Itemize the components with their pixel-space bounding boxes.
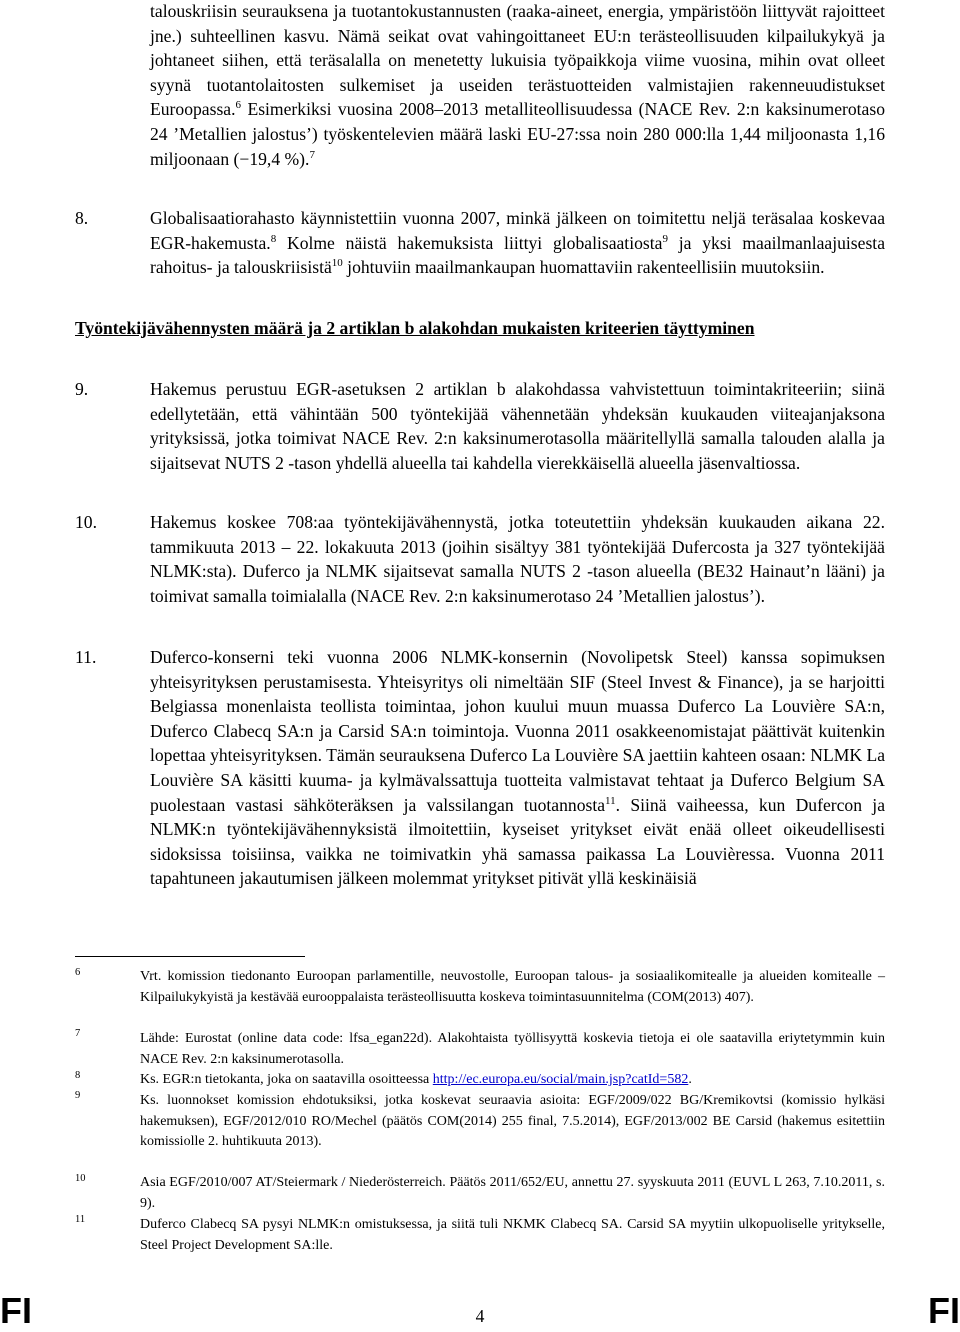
footnote-number: 9 [75,1090,81,1101]
paragraph-number: 10. [75,512,97,532]
paragraph-number: 8. [75,208,89,228]
footnote-6: Vrt. komission tiedonanto Euroopan parlamentille, neuvostolle, Euroopan talous- ja sosiaalikomitealle ja alueiden komitealle – Kilpailukykyistä ja kestävää eurooppalaista terästeollisuutta koskeva toimintasuunnitelma (COM(2013) 407). [140,969,885,1005]
footnote-11: Duferco Clabecq SA pysyi NLMK:n omistuksessa, ja siitä tuli NKMK Clabecq SA. Carsid SA myytiin ulkopuoliselle yritykselle, Steel Project Development SA:lle. [140,1217,885,1253]
footnote-ref-6[interactable]: 6 [235,99,242,112]
footnote-10: Asia EGF/2010/007 AT/Steiermark / Niederösterreich. Päätös 2011/652/EU, annettu 27. syyskuuta 2011 (EUVL L 263, 7.10.2011, s. 9). [140,1175,885,1211]
footnote-number: 11 [75,1214,86,1225]
language-code-right: FI [928,1290,960,1331]
footnote-number: 10 [75,1173,86,1184]
paragraph-number: 11. [75,647,97,667]
section-heading: Työntekijävähennysten määrä ja 2 artiklan b alakohdan mukaisten kriteerien täyttyminen [75,318,755,338]
footnote-8: Ks. EGR:n tietokanta, joka on saatavilla osoitteessa http://ec.europa.eu/social/main.jsp?catId=582. [140,1072,692,1087]
footnote-ref-8[interactable]: 8 [270,232,277,245]
footnote-number: 7 [75,1028,81,1039]
paragraph-7-continuation: talouskriisin seurauksena ja tuotantokustannusten (raaka-aineet, energia, ympäristöön liittyvät rajoitteet jne.) suhteellinen kasvu. Nämä seikat ovat vahingoittaneet EU:n terästeollisuuden kilpailukykyä ja johtaneet siihen, että teräsalalla on menetetty lukuisia työpaikkoja viime vuosina, mihin ovat olleet syynä tuotantolaitosten sulkemiset ja useiden terästuotteiden valmistajien rakenneuudistukset Euroopassa.$^6$ Esimerkiksi vuosina 2008–2013 metalliteollisuudessa (NACE Rev. 2:n kaksinumerotaso 24 ’Metallien jalostus’) työskentelevien määrä laski EU-27:ssa noin 280 000:lla 1,44 miljoonasta 1,16 miljoonaan (−19,4 %).$^7$ [150,1,886,169]
footnote-ref-10[interactable]: 10 [331,257,343,270]
footnote-ref-11[interactable]: 11 [605,794,616,807]
footnote-separator [75,956,305,957]
paragraph-8: Globalisaatiorahasto käynnistettiin vuonna 2007, minkä jälkeen on toimitettu neljä teräsalaa koskevaa EGR-hakemusta.$^8$ Kolme näistä hakemuksista liittyi globalisaatiosta$^9$ ja yksi maailmanlaajuisesta rahoitus- ja talouskriisistä$^{10}$ johtuviin maailmankaupan huomattaviin rakenteellisiin muutoksiin. [150,208,885,278]
paragraph-10: Hakemus koskee 708:aa työntekijävähennystä, jotka toteutettiin yhdeksän kuukauden aikana 22. tammikuuta 2013 – 22. lokakuuta 2013 (joihin sisältyy 381 työntekijää Dufercosta ja 327 työntekijää NLMK:sta). Duferco ja NLMK sijaitsevat samalla NUTS 2 -tason alueella (BE32 Hainaut’n lääni) ja toimivat samalla toimialalla (NACE Rev. 2:n kaksinumerotaso 24 ’Metallien jalostus’). [150,512,885,606]
egf-database-link[interactable]: http://ec.europa.eu/social/main.jsp?catId=582 [432,1072,689,1087]
paragraph-11: Duferco-konserni teki vuonna 2006 NLMK-konsernin (Novolipetsk Steel) kanssa sopimuksen yhteisyrityksen perustamisesta. Yhteisyritys oli nimeltään SIF (Steel Invest & Finance), ja se harjoitti Belgiassa monenlaista teollista toimintaa, johon kuului muun muassa Duferco La Louvière SA:n, Duferco Clabecq SA:n ja Carsid SA:n toimintoja. Vuonna 2011 osakkeenomistajat päättivät kuitenkin lopettaa yhteisyrityksen. Tämän seurauksena Duferco La Louvière SA jaettiin kahteen osaan: NLMK La Louvière SA käsitti kuuma- ja kylmävalssattuja tuotteita valmistavat tehtaat ja Duferco Belgium SA puolestaan vastasi sähköteräksen ja valssilangan tuotannosta$^{11}$. Siinä vaiheessa, kun Dufercon ja NLMK:n työntekijävähennyksistä ilmoitettiin, kyseiset yritykset eivät enää olleet oikeudellisesti sidoksissa toisiinsa, vaikka ne toimivatkin yhä samassa paikassa La Louvièressa. Vuonna 2011 tapahtuneen jakautumisen jälkeen molemmat yritykset pitivät yllä keskinäisiä [150,647,886,889]
footnote-ref-7[interactable]: 7 [309,148,315,161]
paragraph-9: Hakemus perustuu EGR-asetuksen 2 artiklan b alakohdassa vahvistettuun toimintakriteeriin; siinä edellytetään, että vähintään 500 työntekijää vähennetään yhdeksän kuukauden viiteajanjaksona yrityksissä, jotka toimivat NACE Rev. 2:n kaksinumerotasolla määritellyllä samalla talouden alalla ja sijaitsevat NUTS 2 -tason yhdellä alueella tai kahdella vierekkäisellä alueella jäsenvaltiossa. [150,379,885,473]
footnote-7: Lähde: Eurostat (online data code: lfsa_egan22d). Alakohtaista työllisyyttä koskevia tietoja ei ole saatavilla eriytetymmin kuin NACE Rev. 2:n kaksinumerotasolla. [140,1031,885,1067]
footnote-ref-9[interactable]: 9 [662,232,668,245]
paragraph-number: 9. [75,379,89,399]
language-code-left: FI [0,1290,32,1331]
footnote-number: 8 [75,1070,81,1081]
footnote-number: 6 [75,967,81,978]
footnote-9: Ks. luonnokset komission ehdotuksiksi, jotka koskevat seuraavia asioita: EGF/2009/022 BG/Kremikovtsi (komissio hylkäsi hakemuksen), EGF/2012/010 RO/Mechel (päätös COM(2014) 255 final, 7.5.2014), EGF/2013/002 BE Carsid (hakemus esitettiin komissiolle 2. huhtikuuta 2013). [140,1093,885,1150]
page-number: 4 [475,1306,485,1326]
